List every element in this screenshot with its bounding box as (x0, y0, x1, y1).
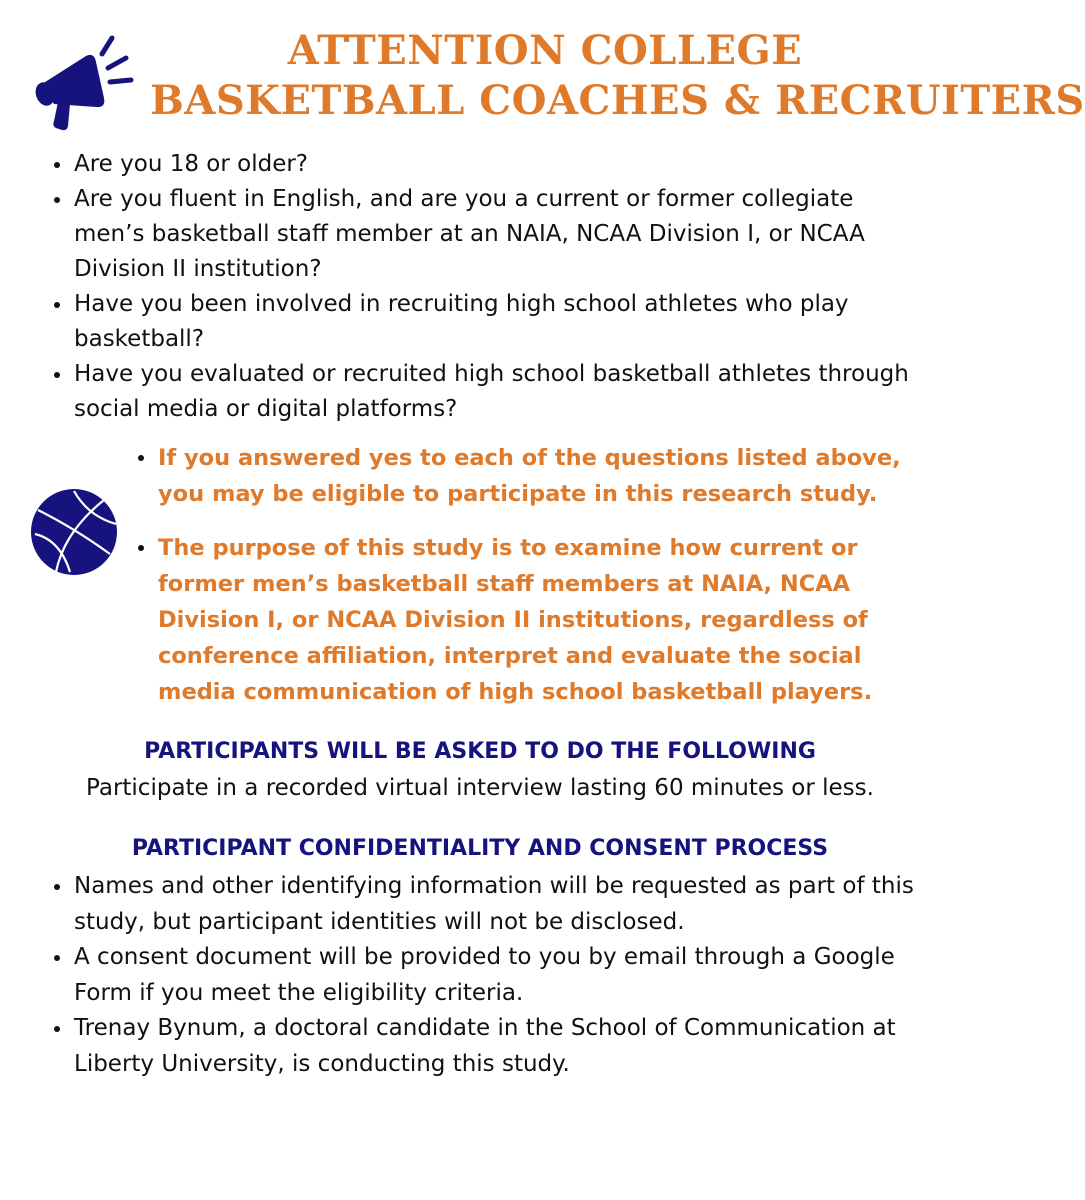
title-line-1: ATTENTION COLLEGE (287, 27, 803, 74)
page-title (150, 26, 1085, 126)
study-highlights (134, 440, 924, 710)
list-item: The purpose of this study is to examine how current or former men’s basketball staff members at NAIA, NCAA Division I, or NCAA Division II institutions, regardless of conference affiliation, interpret and evaluate the social media communication of high school basketball players. (134, 530, 924, 710)
basketball-icon (30, 488, 118, 576)
participation-text: Participate in a recorded virtual interview lasting 60 minutes or less. (86, 775, 874, 801)
list-item: Are you fluent in English, and are you a current or former collegiate men’s basketball staff member at an NAIA, NCAA Division I, or NCAA Division II institution? (50, 182, 930, 287)
list-item: A consent document will be provided to you by email through a Google Form if you meet the eligibility criteria. (50, 940, 930, 1011)
list-item: Trenay Bynum, a doctoral candidate in the School of Communication at Liberty University, is conducting this study. (50, 1011, 930, 1082)
list-item: Are you 18 or older? (50, 147, 930, 182)
confidentiality-list (50, 869, 930, 1082)
megaphone-icon (28, 32, 138, 132)
list-item: If you answered yes to each of the questions listed above, you may be eligible to participate in this research study. (134, 440, 924, 512)
participation-heading: PARTICIPANTS WILL BE ASKED TO DO THE FOLLOWING (144, 739, 816, 764)
list-item: Have you evaluated or recruited high school basketball athletes through social media or digital platforms? (50, 357, 930, 427)
eligibility-questions (50, 147, 930, 427)
list-item: Names and other identifying information will be requested as part of this study, but participant identities will not be disclosed. (50, 869, 930, 940)
title-line-2: BASKETBALL COACHES & RECRUITERS (150, 77, 1085, 124)
list-item: Have you been involved in recruiting high school athletes who play basketball? (50, 287, 930, 357)
confidentiality-heading: PARTICIPANT CONFIDENTIALITY AND CONSENT PROCESS (131, 836, 829, 861)
